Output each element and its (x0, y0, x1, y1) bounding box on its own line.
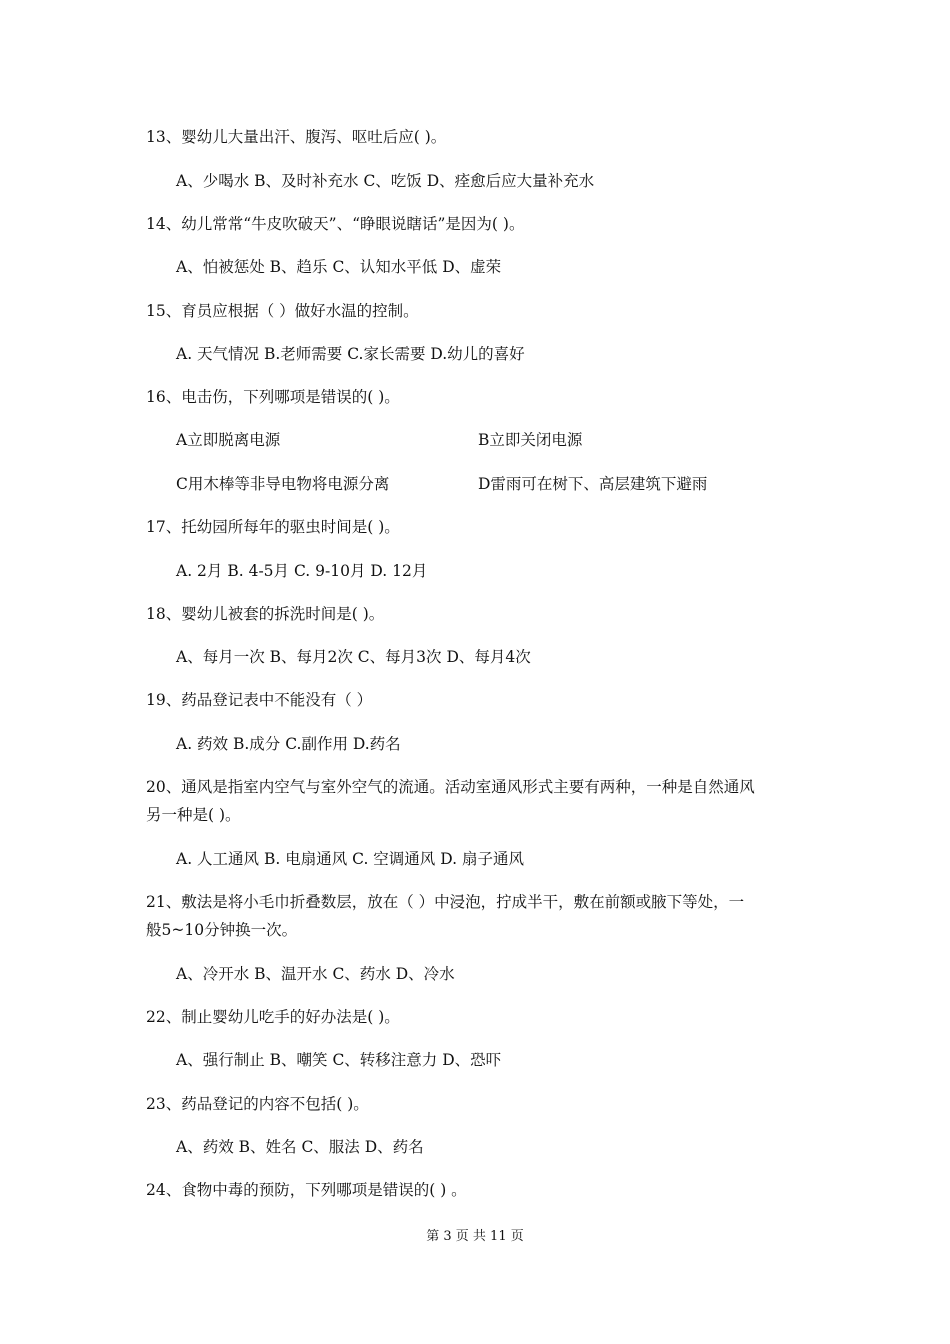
question-15-stem: 15、育员应根据（ ）做好水温的控制。 (146, 302, 419, 320)
question-17-stem: 17、托幼园所每年的驱虫时间是( )。 (146, 518, 400, 536)
question-18-stem: 18、婴幼儿被套的拆洗时间是( )。 (146, 605, 385, 623)
question-16-stem: 16、电击伤，下列哪项是错误的( )。 (146, 388, 400, 406)
question-21-stem: 21、敷法是将小毛巾折叠数层，放在（ ）中浸泡，拧成半干，敷在前额或腋下等处，一 (146, 893, 745, 911)
question-16-option-d: D雷雨可在树下、高层建筑下避雨 (478, 475, 708, 493)
question-20-stem-line2: 另一种是( )。 (146, 806, 241, 824)
question-19-options: A. 药效 B.成分 C.副作用 D.药名 (176, 735, 401, 753)
question-20-options: A. 人工通风 B. 电扇通风 C. 空调通风 D. 扇子通风 (176, 850, 524, 868)
question-22-options: A、强行制止 B、嘲笑 C、转移注意力 D、恐吓 (176, 1051, 502, 1069)
question-14-stem: 14、幼儿常常“牛皮吹破天”、“睁眼说瞎话”是因为( )。 (146, 215, 525, 233)
question-23-options: A、药效 B、姓名 C、服法 D、药名 (176, 1138, 424, 1156)
question-22-stem: 22、制止婴幼儿吃手的好办法是( )。 (146, 1008, 400, 1026)
question-17-options: A. 2月 B. 4-5月 C. 9-10月 D. 12月 (176, 562, 428, 580)
page-number-footer: 第 3 页 共 11 页 (426, 1229, 524, 1244)
question-18-options: A、每月一次 B、每月2次 C、每月3次 D、每月4次 (176, 648, 531, 666)
question-24-stem: 24、食物中毒的预防，下列哪项是错误的( ) 。 (146, 1181, 467, 1199)
question-15-options: A. 天气情况 B.老师需要 C.家长需要 D.幼儿的喜好 (176, 345, 525, 363)
question-13-options: A、少喝水 B、及时补充水 C、吃饭 D、痊愈后应大量补充水 (176, 172, 595, 190)
question-16-option-b: B立即关闭电源 (478, 431, 583, 449)
question-16-option-a: A立即脱离电源 (176, 431, 281, 449)
question-21-stem-line2: 般5~10分钟换一次。 (146, 921, 298, 939)
question-20-stem: 20、通风是指室内空气与室外空气的流通。活动室通风形式主要有两种，一种是自然通风 (146, 778, 755, 796)
question-13-stem: 13、婴幼儿大量出汗、腹泻、呕吐后应( )。 (146, 128, 447, 146)
question-23-stem: 23、药品登记的内容不包括( )。 (146, 1095, 369, 1113)
question-21-options: A、冷开水 B、温开水 C、药水 D、冷水 (176, 965, 455, 983)
question-16-option-c: C用木棒等非导电物将电源分离 (176, 475, 390, 493)
question-14-options: A、怕被惩处 B、趋乐 C、认知水平低 D、虚荣 (176, 258, 502, 276)
question-19-stem: 19、药品登记表中不能没有（ ） (146, 691, 373, 709)
